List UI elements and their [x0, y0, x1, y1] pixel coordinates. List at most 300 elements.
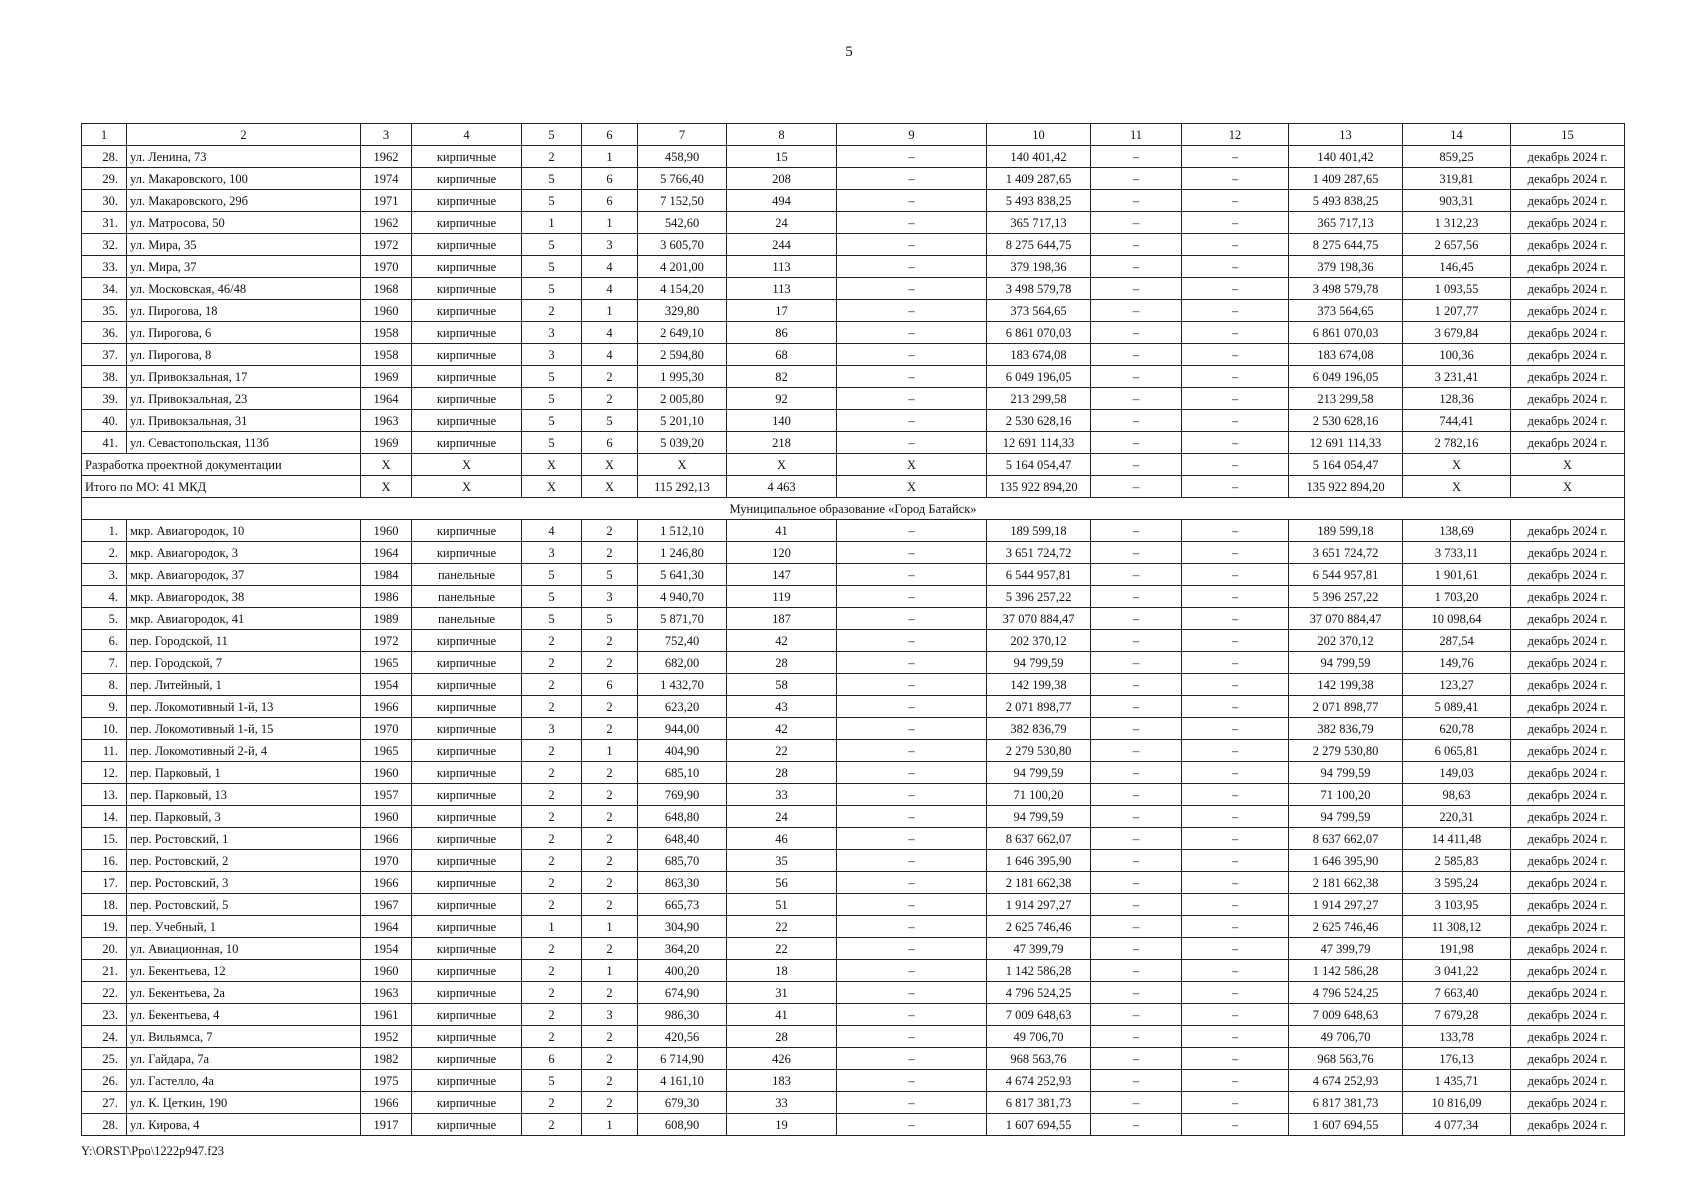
- table-cell: –: [1182, 828, 1289, 850]
- table-cell: 1 435,71: [1403, 1070, 1511, 1092]
- table-cell: 2 657,56: [1403, 234, 1511, 256]
- table-cell: –: [1182, 542, 1289, 564]
- table-cell: 7.: [82, 652, 127, 674]
- table-cell: 2: [522, 300, 582, 322]
- table-cell: 3: [522, 344, 582, 366]
- table-cell: 22: [727, 916, 837, 938]
- table-cell: 37 070 884,47: [987, 608, 1091, 630]
- table-cell: 1: [582, 916, 638, 938]
- table-cell: 2: [582, 762, 638, 784]
- table-cell: 220,31: [1403, 806, 1511, 828]
- table-cell: 1 246,80: [638, 542, 727, 564]
- table-cell: –: [837, 982, 987, 1004]
- table-cell: 183 674,08: [1289, 344, 1403, 366]
- table-cell: 1.: [82, 520, 127, 542]
- table-cell: 24: [727, 806, 837, 828]
- table-cell: 2: [582, 1092, 638, 1114]
- table-cell: –: [1091, 1004, 1182, 1026]
- table-cell: 11 308,12: [1403, 916, 1511, 938]
- table-cell: –: [837, 784, 987, 806]
- table-cell: 3 651 724,72: [1289, 542, 1403, 564]
- table-cell: 3 679,84: [1403, 322, 1511, 344]
- table-cell: 2: [522, 146, 582, 168]
- table-cell: 7 009 648,63: [1289, 1004, 1403, 1026]
- table-cell: декабрь 2024 г.: [1511, 410, 1625, 432]
- table-cell: ул. Привокзальная, 23: [127, 388, 361, 410]
- table-cell: –: [1182, 806, 1289, 828]
- table-cell: –: [1091, 520, 1182, 542]
- table-cell: декабрь 2024 г.: [1511, 894, 1625, 916]
- table-cell: 142 199,38: [987, 674, 1091, 696]
- table-cell: 41.: [82, 432, 127, 454]
- table-cell: –: [1091, 740, 1182, 762]
- table-cell: –: [1182, 190, 1289, 212]
- table-cell: 5: [522, 124, 582, 146]
- table-cell: 5 039,20: [638, 432, 727, 454]
- table-cell: 10 098,64: [1403, 608, 1511, 630]
- table-cell: ул. Пирогова, 18: [127, 300, 361, 322]
- table-cell: 146,45: [1403, 256, 1511, 278]
- table-cell: декабрь 2024 г.: [1511, 586, 1625, 608]
- table-cell: 5: [522, 168, 582, 190]
- table-cell: 5: [582, 410, 638, 432]
- table-cell: 7 679,28: [1403, 1004, 1511, 1026]
- footer-file-path: Y:\ORST\Ppo\1222p947.f23: [81, 1144, 224, 1158]
- table-cell: 364,20: [638, 938, 727, 960]
- table-cell: 6 817 381,73: [1289, 1092, 1403, 1114]
- table-cell: Разработка проектной документации: [82, 454, 361, 476]
- table-cell: 135 922 894,20: [987, 476, 1091, 498]
- table-cell: 71 100,20: [1289, 784, 1403, 806]
- table-cell: 1966: [361, 1092, 412, 1114]
- table-cell: –: [1091, 300, 1182, 322]
- table-cell: 1: [522, 916, 582, 938]
- table-cell: 1969: [361, 366, 412, 388]
- table-cell: –: [1091, 212, 1182, 234]
- table-cell: –: [1182, 894, 1289, 916]
- table-cell: 244: [727, 234, 837, 256]
- table-cell: 1958: [361, 322, 412, 344]
- table-cell: 33.: [82, 256, 127, 278]
- table-cell: –: [837, 586, 987, 608]
- table-cell: 2: [582, 718, 638, 740]
- table-cell: декабрь 2024 г.: [1511, 1092, 1625, 1114]
- table-cell: 2: [582, 520, 638, 542]
- table-cell: 140 401,42: [1289, 146, 1403, 168]
- table-cell: 1 142 586,28: [987, 960, 1091, 982]
- table-cell: кирпичные: [412, 674, 522, 696]
- table-cell: декабрь 2024 г.: [1511, 388, 1625, 410]
- table-cell: –: [837, 300, 987, 322]
- table-cell: –: [1182, 256, 1289, 278]
- table-cell: –: [1182, 1004, 1289, 1026]
- table-cell: –: [1091, 1070, 1182, 1092]
- table-cell: мкр. Авиагородок, 38: [127, 586, 361, 608]
- table-cell: 22: [727, 740, 837, 762]
- table-cell: 2: [522, 982, 582, 1004]
- table-cell: мкр. Авиагородок, 41: [127, 608, 361, 630]
- table-cell: 382 836,79: [1289, 718, 1403, 740]
- table-cell: 2: [522, 696, 582, 718]
- table-cell: –: [1091, 190, 1182, 212]
- table-cell: 6: [582, 124, 638, 146]
- table-cell: 86: [727, 322, 837, 344]
- table-cell: 859,25: [1403, 146, 1511, 168]
- table-cell: 2 782,16: [1403, 432, 1511, 454]
- table-cell: –: [837, 432, 987, 454]
- table-cell: декабрь 2024 г.: [1511, 366, 1625, 388]
- table-cell: кирпичные: [412, 1048, 522, 1070]
- table-row: [82, 1070, 1625, 1092]
- table-cell: 4 161,10: [638, 1070, 727, 1092]
- table-cell: 2 181 662,38: [1289, 872, 1403, 894]
- table-cell: 6 065,81: [1403, 740, 1511, 762]
- table-cell: декабрь 2024 г.: [1511, 256, 1625, 278]
- table-cell: 426: [727, 1048, 837, 1070]
- table-cell: декабрь 2024 г.: [1511, 916, 1625, 938]
- table-cell: –: [837, 1048, 987, 1070]
- table-row: [82, 630, 1625, 652]
- table-cell: –: [1091, 388, 1182, 410]
- table-cell: –: [1091, 542, 1182, 564]
- table-cell: 1969: [361, 432, 412, 454]
- table-cell: 6: [582, 168, 638, 190]
- table-cell: –: [837, 1092, 987, 1114]
- table-cell: –: [1091, 432, 1182, 454]
- table-cell: 1989: [361, 608, 412, 630]
- table-cell: ул. Макаровского, 100: [127, 168, 361, 190]
- summary-row: [82, 454, 1625, 476]
- table-cell: 5: [582, 608, 638, 630]
- table-cell: ул. Вильямса, 7: [127, 1026, 361, 1048]
- table-cell: пер. Ростовский, 1: [127, 828, 361, 850]
- section-title: Муниципальное образование «Город Батайск»: [82, 498, 1625, 520]
- table-cell: 115 292,13: [638, 476, 727, 498]
- table-cell: –: [1182, 762, 1289, 784]
- table-cell: 769,90: [638, 784, 727, 806]
- table-cell: 3 605,70: [638, 234, 727, 256]
- table-cell: кирпичные: [412, 718, 522, 740]
- table-cell: 1960: [361, 960, 412, 982]
- table-cell: 5: [522, 1070, 582, 1092]
- table-row: [82, 542, 1625, 564]
- table-cell: 5.: [82, 608, 127, 630]
- table-cell: 113: [727, 256, 837, 278]
- table-cell: 3 733,11: [1403, 542, 1511, 564]
- table-cell: 24: [727, 212, 837, 234]
- table-row: [82, 432, 1625, 454]
- table-cell: 2: [582, 938, 638, 960]
- table-cell: 4 674 252,93: [1289, 1070, 1403, 1092]
- table-cell: 1 512,10: [638, 520, 727, 542]
- table-cell: 71 100,20: [987, 784, 1091, 806]
- table-row: [82, 806, 1625, 828]
- table-cell: 2: [522, 894, 582, 916]
- table-cell: –: [1091, 1048, 1182, 1070]
- table-cell: 1 914 297,27: [987, 894, 1091, 916]
- table-cell: 25.: [82, 1048, 127, 1070]
- table-cell: 1 409 287,65: [987, 168, 1091, 190]
- table-cell: –: [1091, 938, 1182, 960]
- table-cell: 1: [582, 300, 638, 322]
- table-cell: 420,56: [638, 1026, 727, 1048]
- table-cell: ул. Гастелло, 4а: [127, 1070, 361, 1092]
- table-cell: –: [1091, 344, 1182, 366]
- table-cell: 32.: [82, 234, 127, 256]
- table-cell: –: [1091, 410, 1182, 432]
- table-cell: X: [412, 454, 522, 476]
- table-cell: –: [1182, 960, 1289, 982]
- table-cell: 183: [727, 1070, 837, 1092]
- table-cell: 1965: [361, 740, 412, 762]
- table-row: [82, 586, 1625, 608]
- table-cell: 4 201,00: [638, 256, 727, 278]
- table-cell: –: [1091, 146, 1182, 168]
- table-cell: 1 901,61: [1403, 564, 1511, 586]
- table-cell: кирпичные: [412, 652, 522, 674]
- table-cell: 12.: [82, 762, 127, 784]
- table-cell: –: [1091, 1114, 1182, 1136]
- table-cell: 8 275 644,75: [1289, 234, 1403, 256]
- table-cell: 6 544 957,81: [1289, 564, 1403, 586]
- table-cell: 648,40: [638, 828, 727, 850]
- table-cell: 191,98: [1403, 938, 1511, 960]
- table-cell: 2 071 898,77: [987, 696, 1091, 718]
- table-cell: пер. Локомотивный 1-й, 15: [127, 718, 361, 740]
- table-cell: декабрь 2024 г.: [1511, 1070, 1625, 1092]
- table-cell: 4: [582, 256, 638, 278]
- table-cell: декабрь 2024 г.: [1511, 1048, 1625, 1070]
- table-cell: 6 544 957,81: [987, 564, 1091, 586]
- table-cell: 2: [522, 784, 582, 806]
- table-cell: 2: [522, 1004, 582, 1026]
- table-cell: 20.: [82, 938, 127, 960]
- table-cell: –: [837, 1070, 987, 1092]
- table-cell: кирпичные: [412, 696, 522, 718]
- table-cell: 3: [582, 1004, 638, 1026]
- table-cell: –: [1182, 784, 1289, 806]
- table-cell: кирпичные: [412, 828, 522, 850]
- table-cell: 41: [727, 1004, 837, 1026]
- table-cell: 2: [582, 806, 638, 828]
- table-cell: 2: [582, 1048, 638, 1070]
- table-cell: 8 275 644,75: [987, 234, 1091, 256]
- table-cell: 12 691 114,33: [987, 432, 1091, 454]
- table-cell: 56: [727, 872, 837, 894]
- table-row: [82, 190, 1625, 212]
- table-cell: 11: [1091, 124, 1182, 146]
- table-cell: X: [412, 476, 522, 498]
- table-cell: X: [522, 454, 582, 476]
- table-cell: декабрь 2024 г.: [1511, 784, 1625, 806]
- table-cell: 382 836,79: [987, 718, 1091, 740]
- table-cell: 4: [582, 278, 638, 300]
- table-cell: 9: [837, 124, 987, 146]
- table-cell: 176,13: [1403, 1048, 1511, 1070]
- table-cell: ул. Бекентьева, 12: [127, 960, 361, 982]
- table-cell: 1: [522, 212, 582, 234]
- table-cell: 679,30: [638, 1092, 727, 1114]
- table-cell: 3 231,41: [1403, 366, 1511, 388]
- table-cell: 3 651 724,72: [987, 542, 1091, 564]
- table-cell: кирпичные: [412, 784, 522, 806]
- table-row: [82, 322, 1625, 344]
- table-cell: 682,00: [638, 652, 727, 674]
- table-cell: 1 432,70: [638, 674, 727, 696]
- table-cell: декабрь 2024 г.: [1511, 190, 1625, 212]
- table-cell: 119: [727, 586, 837, 608]
- table-row: [82, 234, 1625, 256]
- table-cell: –: [837, 344, 987, 366]
- table-cell: –: [1182, 608, 1289, 630]
- table-cell: –: [837, 212, 987, 234]
- table-cell: 30.: [82, 190, 127, 212]
- table-cell: 1952: [361, 1026, 412, 1048]
- table-cell: 3 041,22: [1403, 960, 1511, 982]
- table-cell: –: [1091, 696, 1182, 718]
- table-cell: 39.: [82, 388, 127, 410]
- table-cell: 4: [412, 124, 522, 146]
- table-cell: 36.: [82, 322, 127, 344]
- table-cell: кирпичные: [412, 542, 522, 564]
- table-cell: –: [1182, 366, 1289, 388]
- table-cell: 2: [582, 1070, 638, 1092]
- table-cell: 140: [727, 410, 837, 432]
- table-cell: 31.: [82, 212, 127, 234]
- table-cell: 1: [582, 212, 638, 234]
- table-cell: 620,78: [1403, 718, 1511, 740]
- table-cell: 138,69: [1403, 520, 1511, 542]
- table-cell: 10.: [82, 718, 127, 740]
- table-cell: 1970: [361, 850, 412, 872]
- table-cell: 23.: [82, 1004, 127, 1026]
- table-cell: 1958: [361, 344, 412, 366]
- table-cell: 28.: [82, 146, 127, 168]
- table-cell: –: [1182, 916, 1289, 938]
- table-cell: 623,20: [638, 696, 727, 718]
- table-cell: –: [1091, 278, 1182, 300]
- table-cell: 17.: [82, 872, 127, 894]
- table-cell: ул. Бекентьева, 2а: [127, 982, 361, 1004]
- table-cell: 3: [582, 586, 638, 608]
- table-cell: 4 674 252,93: [987, 1070, 1091, 1092]
- table-cell: 5: [522, 190, 582, 212]
- table-cell: 213 299,58: [1289, 388, 1403, 410]
- table-cell: 8 637 662,07: [987, 828, 1091, 850]
- table-cell: 28: [727, 1026, 837, 1048]
- table-cell: 1970: [361, 718, 412, 740]
- page-number: 5: [845, 44, 853, 60]
- table-cell: 5: [522, 278, 582, 300]
- table-cell: 58: [727, 674, 837, 696]
- table-cell: декабрь 2024 г.: [1511, 674, 1625, 696]
- table-cell: 100,36: [1403, 344, 1511, 366]
- table-cell: X: [522, 476, 582, 498]
- table-header-row: [82, 124, 1625, 146]
- table-cell: декабрь 2024 г.: [1511, 168, 1625, 190]
- table-cell: –: [1182, 212, 1289, 234]
- table-row: [82, 828, 1625, 850]
- table-cell: 218: [727, 432, 837, 454]
- table-cell: 98,63: [1403, 784, 1511, 806]
- table-cell: –: [1182, 938, 1289, 960]
- table-cell: 94 799,59: [987, 652, 1091, 674]
- table-cell: 1960: [361, 520, 412, 542]
- table-cell: 752,40: [638, 630, 727, 652]
- table-cell: –: [1091, 476, 1182, 498]
- table-cell: кирпичные: [412, 366, 522, 388]
- table-cell: 5 089,41: [1403, 696, 1511, 718]
- table-cell: 4 940,70: [638, 586, 727, 608]
- table-cell: –: [837, 960, 987, 982]
- table-cell: пер. Учебный, 1: [127, 916, 361, 938]
- table-cell: 24.: [82, 1026, 127, 1048]
- table-cell: 43: [727, 696, 837, 718]
- table-cell: 2 585,83: [1403, 850, 1511, 872]
- table-cell: 5: [582, 564, 638, 586]
- table-cell: пер. Парковый, 3: [127, 806, 361, 828]
- table-cell: –: [837, 762, 987, 784]
- table-cell: 1971: [361, 190, 412, 212]
- table-cell: декабрь 2024 г.: [1511, 300, 1625, 322]
- table-cell: ул. Макаровского, 29б: [127, 190, 361, 212]
- table-cell: 968 563,76: [1289, 1048, 1403, 1070]
- table-cell: 2: [522, 960, 582, 982]
- table-cell: 1962: [361, 212, 412, 234]
- table-cell: 1 312,23: [1403, 212, 1511, 234]
- table-cell: 2 279 530,80: [987, 740, 1091, 762]
- table-cell: 1967: [361, 894, 412, 916]
- table-cell: –: [1182, 322, 1289, 344]
- table-cell: декабрь 2024 г.: [1511, 542, 1625, 564]
- table-cell: 33: [727, 1092, 837, 1114]
- table-cell: кирпичные: [412, 630, 522, 652]
- table-cell: –: [1091, 630, 1182, 652]
- table-row: [82, 960, 1625, 982]
- table-row: [82, 674, 1625, 696]
- table-cell: 123,27: [1403, 674, 1511, 696]
- table-cell: 42: [727, 630, 837, 652]
- table-cell: 37 070 884,47: [1289, 608, 1403, 630]
- table-cell: 968 563,76: [987, 1048, 1091, 1070]
- table-cell: кирпичные: [412, 168, 522, 190]
- table-cell: панельные: [412, 564, 522, 586]
- table-cell: –: [1182, 1114, 1289, 1136]
- table-cell: декабрь 2024 г.: [1511, 520, 1625, 542]
- table-cell: 49 706,70: [987, 1026, 1091, 1048]
- table-cell: –: [1091, 872, 1182, 894]
- table-cell: 2.: [82, 542, 127, 564]
- table-cell: X: [582, 454, 638, 476]
- table-cell: 2: [522, 850, 582, 872]
- table-cell: –: [837, 850, 987, 872]
- table-cell: 4: [582, 322, 638, 344]
- table-cell: 329,80: [638, 300, 727, 322]
- table-cell: кирпичные: [412, 762, 522, 784]
- table-cell: 2: [522, 828, 582, 850]
- table-row: [82, 784, 1625, 806]
- table-cell: 365 717,13: [1289, 212, 1403, 234]
- table-cell: 3: [582, 234, 638, 256]
- table-cell: декабрь 2024 г.: [1511, 146, 1625, 168]
- table-cell: –: [837, 696, 987, 718]
- table-cell: 3: [522, 718, 582, 740]
- table-cell: 744,41: [1403, 410, 1511, 432]
- table-cell: 28: [727, 762, 837, 784]
- table-cell: 1970: [361, 256, 412, 278]
- table-cell: 92: [727, 388, 837, 410]
- table-cell: 13.: [82, 784, 127, 806]
